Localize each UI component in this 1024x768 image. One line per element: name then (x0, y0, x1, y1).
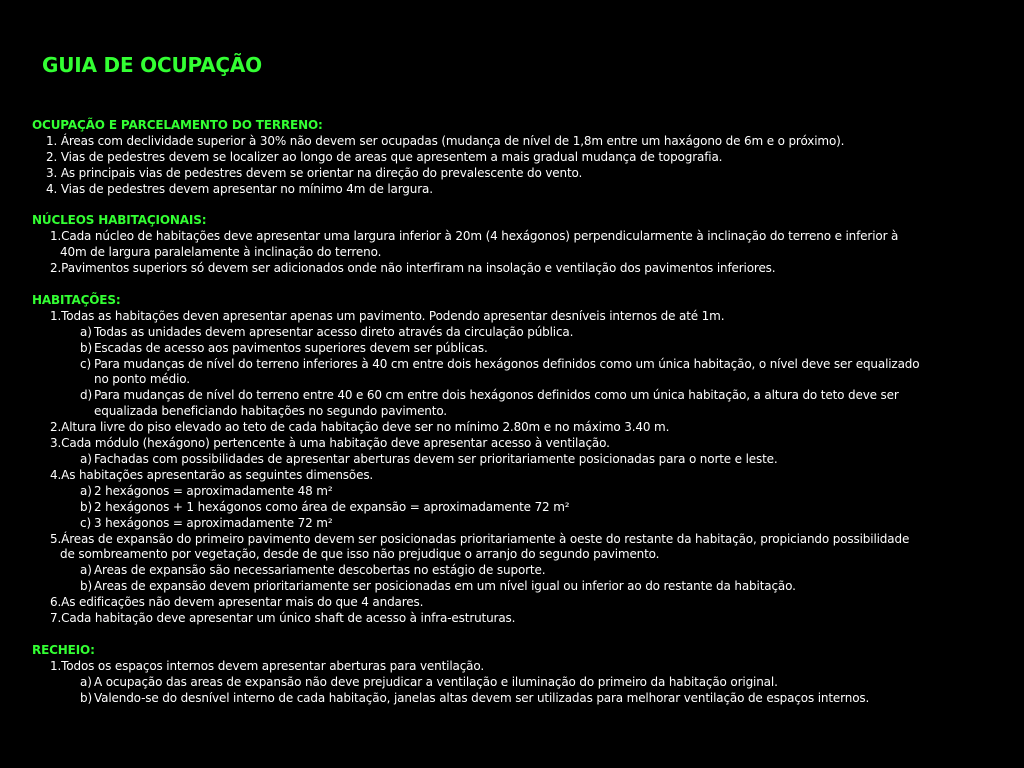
sub-item-text: Escadas de acesso aos pavimentos superiores devem ser públicas. (94, 340, 488, 355)
sub-list-item (32, 516, 1012, 532)
list-item-continuation (32, 245, 1012, 261)
sub-item-label: a) (80, 563, 92, 578)
list-item: 2.Altura livre do piso elevado ao teto de cada habitação deve ser no mínimo 2.80m e no máximo 3.40 m. (50, 420, 670, 435)
section-title: OCUPAÇÃO E PARCELAMENTO DO TERRENO: (32, 118, 323, 132)
sub-item-text: Para mudanças de nível do terreno inferiores à 40 cm entre dois hexágonos definidos como um única habitação, o nível deve ser equalizado (94, 356, 920, 371)
sub-item-text: Todas as unidades devem apresentar acesso direto através da circulação pública. (94, 324, 574, 339)
list-item: 3.Cada módulo (hexágono) pertencente à uma habitação deve apresentar acesso à ventilação. (50, 436, 610, 451)
continuation-text: de sombreamento por vegetação, desde de que isso não prejudique o arranjo do segundo pavimento. (60, 547, 660, 562)
section-recheio (32, 643, 1012, 707)
sub-item-text: Para mudanças de nível do terreno entre 40 e 60 cm entre dois hexágonos definidos como um única habitação, a altura do teto deve ser (94, 388, 899, 403)
page-title: GUIA DE OCUPAÇÃO (42, 53, 262, 77)
sub-item-continuation (32, 372, 1012, 388)
list-item: 1.Cada núcleo de habitações deve apresentar uma largura inferior à 20m (4 hexágonos) perpendicularmente à inclinação do terreno e inferior à (50, 229, 899, 244)
sub-item-text: A ocupação das areas de expansão não deve prejudicar a ventilação e iluminação do primeiro da habitação original. (94, 674, 778, 689)
list-item: 5.Áreas de expansão do primeiro pavimento devem ser posicionadas prioritariamente à oeste do restante da habitação, propiciando possibilidade (50, 531, 910, 546)
section-habitacoes (32, 293, 1012, 627)
sub-item-text: Valendo-se do desnível interno de cada habitação, janelas altas devem ser utilizadas para melhorar ventilação de espaços internos. (94, 690, 870, 705)
sub-item-label: b) (80, 340, 92, 355)
sub-item-label: b) (80, 690, 92, 705)
list-item: 7.Cada habitação deve apresentar um único shaft de acesso à infra-estruturas. (50, 611, 516, 626)
sub-list-item (32, 563, 1012, 579)
section-title: RECHEIO: (32, 642, 95, 657)
guide-content (32, 118, 1012, 706)
list-item: 4. Vias de pedestres devem apresentar no mínimo 4m de largura. (46, 181, 433, 196)
sub-item-label: a) (80, 674, 92, 689)
list-item: 1.Todas as habitações deven apresentar apenas um pavimento. Podendo apresentar desníveis internos de até 1m. (50, 308, 725, 323)
section-ocupacao-parcelamento (32, 118, 1012, 198)
sub-list-item (32, 484, 1012, 500)
sub-item-text: 2 hexágonos + 1 hexágonos como área de expansão = aproximadamente 72 m² (94, 499, 570, 514)
sub-list-item (32, 675, 1012, 691)
sub-item-text: Areas de expansão devem prioritariamente ser posicionadas em um nível igual ou inferior ao do restante da habitação. (94, 579, 796, 594)
list-item: 3. As principais vias de pedestres devem se orientar na direção do prevalescente do vento. (46, 165, 583, 180)
list-item: 1. Áreas com declividade superior à 30% não devem ser ocupadas (mudança de nível de 1,8m entre um haxágono de 6m e o próximo). (46, 133, 845, 148)
list-item: 6.As edificações não devem apresentar mais do que 4 andares. (50, 595, 424, 610)
sub-list-item (32, 357, 1012, 373)
section-nucleos-habitacionais (32, 213, 1012, 277)
sub-item-label: a) (80, 324, 92, 339)
list-item: 4.As habitações apresentarão as seguintes dimensões. (50, 467, 374, 482)
sub-item-text: Fachadas com possibilidades de apresentar aberturas devem ser prioritariamente posicionadas para o norte e leste. (94, 452, 778, 466)
sub-list-item (32, 691, 1012, 707)
sub-item-text: Areas de expansão são necessariamente descobertas no estágio de suporte. (94, 563, 546, 578)
section-title: HABITAÇÕES: (32, 292, 121, 307)
list-item-continuation (32, 547, 1012, 563)
sub-list-item (32, 341, 1012, 357)
sub-item-label: b) (80, 579, 92, 594)
sub-list-item (32, 325, 1012, 341)
sub-item-label: d) (80, 388, 92, 403)
sub-item-label: c) (80, 356, 91, 371)
continuation-text: 40m de largura paralelamente à inclinação do terreno. (60, 245, 382, 260)
list-item: 2.Pavimentos superiors só devem ser adicionados onde não interfiram na insolação e ventilação dos pavimentos inferiores. (50, 261, 776, 276)
continuation-text: equalizada beneficiando habitações no segundo pavimento. (94, 404, 447, 419)
sub-list-item (32, 579, 1012, 595)
sub-item-text: 2 hexágonos = aproximadamente 48 m² (94, 483, 333, 498)
sub-list-item (32, 500, 1012, 516)
continuation-text: no ponto médio. (94, 372, 190, 387)
sub-list-item (32, 388, 1012, 404)
list-item: 2. Vias de pedestres devem se localizer ao longo de areas que apresentem a mais gradual mudança de topografia. (46, 149, 723, 164)
sub-item-label: c) (80, 515, 91, 530)
list-item: 1.Todos os espaços internos devem apresentar aberturas para ventilação. (50, 658, 485, 673)
section-title: NÚCLEOS HABITAÇIONAIS: (32, 213, 207, 228)
sub-item-text: 3 hexágonos = aproximadamente 72 m² (94, 515, 333, 530)
sub-list-item (32, 452, 1012, 468)
sub-item-continuation (32, 404, 1012, 420)
sub-item-label: a) (80, 483, 92, 498)
sub-item-label: a) (80, 452, 92, 466)
sub-item-label: b) (80, 499, 92, 514)
